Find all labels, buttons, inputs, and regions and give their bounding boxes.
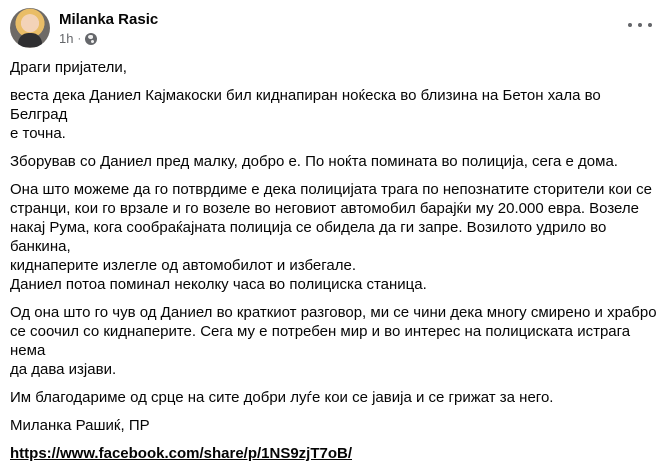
post-paragraph bbox=[10, 388, 662, 407]
more-options-button[interactable] bbox=[628, 16, 652, 34]
post-content bbox=[10, 58, 662, 472]
post-text-line: киднаперите излегле од автомобилот и избегале. bbox=[10, 257, 357, 274]
author-avatar[interactable] bbox=[10, 8, 50, 48]
post-paragraph bbox=[10, 416, 662, 435]
post-text-line: се соочил со киднаперите. Сега му е потребен мир и во интерес на полициската истрага нема bbox=[10, 323, 631, 359]
more-options-icon bbox=[648, 23, 652, 27]
author-name[interactable]: Milanka Rasic bbox=[59, 11, 159, 28]
post-text-line: Од она што го чув од Даниел во краткиот разговор, ми се чини дека многу смирено и храбро bbox=[10, 304, 657, 321]
shared-post-link[interactable]: https://www.facebook.com/share/p/1NS9zjT7oB/ bbox=[10, 445, 353, 462]
post-paragraph bbox=[10, 152, 662, 171]
post-paragraph bbox=[10, 180, 662, 294]
meta-separator: · bbox=[77, 32, 82, 45]
post-link-paragraph bbox=[10, 444, 662, 463]
post-text-line: странци, кои го врзале и го возеле во неговиот автомобил барајќи му 20.000 евра. Возеле bbox=[10, 200, 639, 217]
post-text-line: веста дека Даниел Кајмакоски бил киднапиран ноќеска во близина на Бетон хала во Белград bbox=[10, 87, 601, 123]
more-options-icon bbox=[628, 23, 632, 27]
post-timestamp[interactable]: 1h bbox=[59, 31, 74, 46]
post-text-line: Она што можеме да го потврдиме е дека полицијата трага по непознатите сторители кои се bbox=[10, 181, 652, 198]
post-text-line: Миланка Рашиќ, ПР bbox=[10, 417, 150, 434]
post-text-line: накај Рума, кога сообраќајната полиција се обидела да ги запре. Возилото удрило во банкина, bbox=[10, 219, 607, 255]
post-paragraph bbox=[10, 58, 662, 77]
post-paragraph bbox=[10, 86, 662, 143]
post-text-line: е точна. bbox=[10, 125, 66, 142]
post-text-line: Драги пријатели, bbox=[10, 59, 127, 76]
post-text-line: да дава изјави. bbox=[10, 361, 117, 378]
post-text-line: Даниел потоа поминал неколку часа во полициска станица. bbox=[10, 276, 427, 293]
post-paragraph bbox=[10, 303, 662, 379]
more-options-icon bbox=[638, 23, 642, 27]
post-meta bbox=[59, 31, 97, 46]
post-text-line: Зборував со Даниел пред малку, добро е. По ноќта помината во полиција, сега е дома. bbox=[10, 153, 618, 170]
globe-icon[interactable] bbox=[85, 33, 97, 45]
post-text-line: Им благодариме од срце на сите добри луѓе кои се јавија и се грижат за него. bbox=[10, 389, 554, 406]
post-header bbox=[10, 8, 662, 50]
